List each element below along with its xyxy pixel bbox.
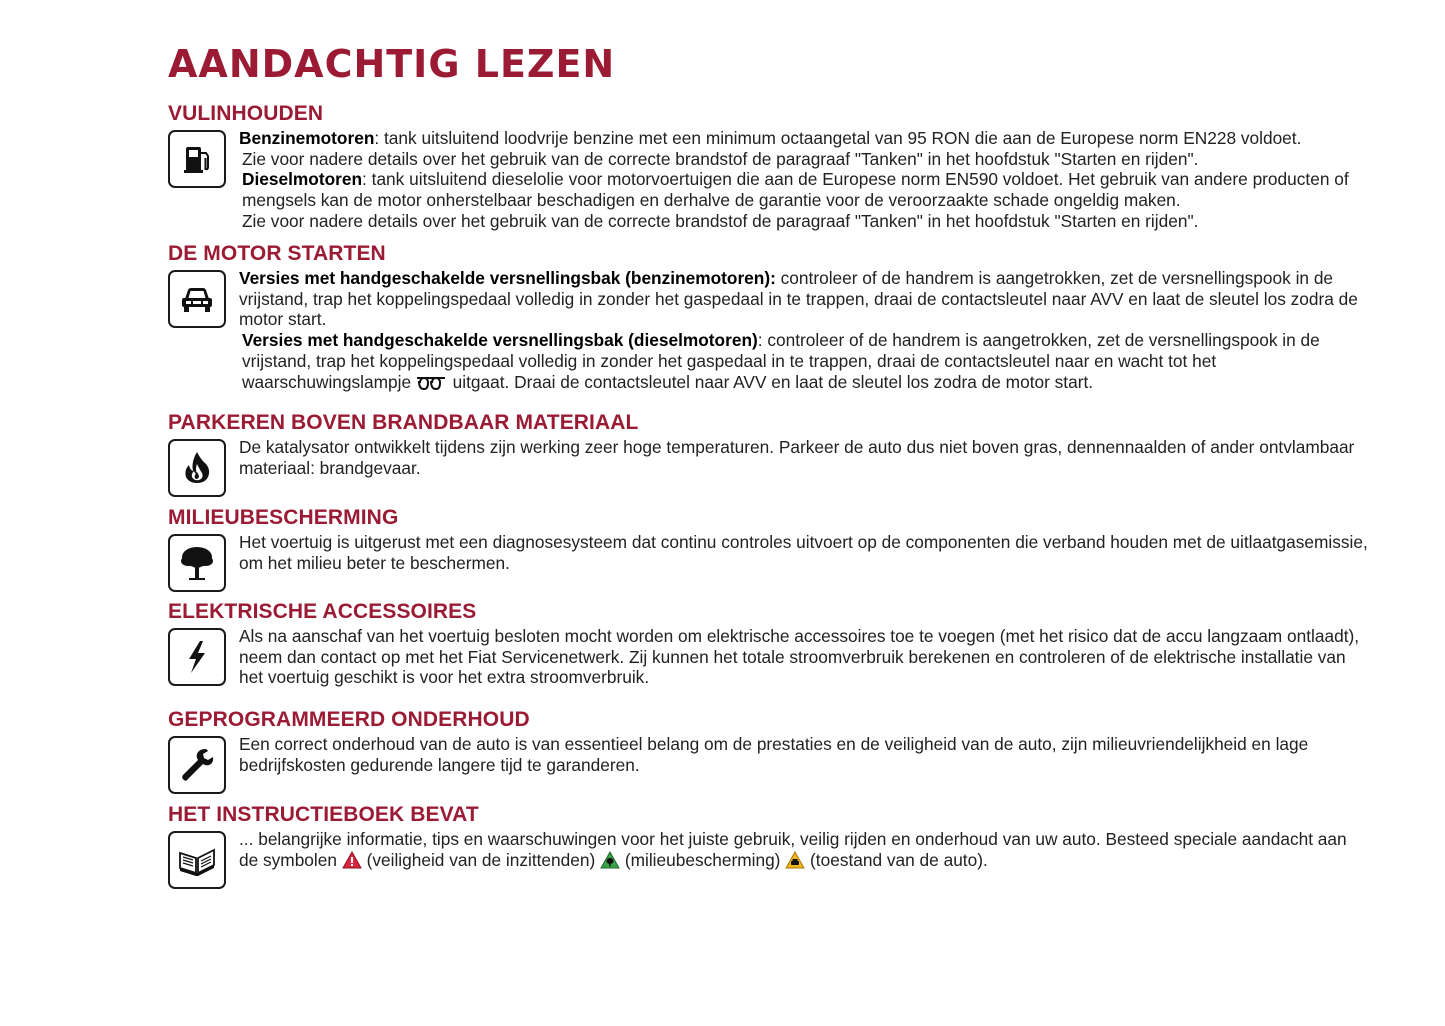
bold-label: Versies met handgeschakelde versnellingsbak (dieselmotoren) xyxy=(242,330,758,351)
bold-label: Versies met handgeschakelde versnellingsbak (benzinemotoren): xyxy=(239,268,776,288)
lightning-icon xyxy=(168,628,226,686)
wrench-icon xyxy=(168,736,226,794)
section-heading: DE MOTOR STARTEN xyxy=(168,242,386,265)
section-fuel xyxy=(168,102,1368,232)
section-text xyxy=(239,829,1368,873)
section-manual xyxy=(168,803,1368,889)
section-text xyxy=(239,128,1368,232)
warning-environment-icon xyxy=(600,851,620,874)
car-front-icon xyxy=(168,270,226,328)
section-heading: PARKEREN BOVEN BRANDBAAR MATERIAAL xyxy=(168,411,639,434)
open-book-icon xyxy=(168,831,226,889)
section-heading: ELEKTRISCHE ACCESSOIRES xyxy=(168,600,477,623)
glow-plug-icon xyxy=(416,375,448,396)
page-title: AANDACHTIG LEZEN xyxy=(168,42,616,86)
section-parking xyxy=(168,411,1368,497)
section-text xyxy=(239,734,1368,775)
section-text xyxy=(239,268,1368,395)
section-text xyxy=(239,532,1368,573)
section-environment xyxy=(168,506,1368,592)
paragraph: uitgaat. Draai de contactsleutel naar AVV en laat de sleutel los zodra de motor start. xyxy=(447,371,1094,392)
bold-label: Dieselmotoren xyxy=(242,169,363,190)
section-maintenance xyxy=(168,708,1368,794)
flame-icon xyxy=(168,439,226,497)
section-text xyxy=(239,626,1368,688)
warning-vehicle-icon xyxy=(785,851,805,874)
paragraph: Het voertuig is uitgerust met een diagnosesysteem dat continu controles uitvoert op de componenten die verband houden met de uitlaatgasemissie, om het milieu beter te beschermen. xyxy=(239,532,1368,573)
paragraph: : controleer of de handrem is aangetrokken, zet de versnellingspook in de vrijstand, trap het koppelingspedaal volledig in zonder het gaspedaal in te trappen, draai de contactsleutel naar en wacht tot het waarschuwingslampje xyxy=(242,330,1320,392)
paragraph: ... belangrijke informatie, tips en waarschuwingen voor het juiste gebruik, veilig rijden en onderhoud van uw auto. Besteed speciale aandacht aan de symbolen xyxy=(239,829,1347,870)
paragraph: Als na aanschaf van het voertuig besloten mocht worden om elektrische accessoires toe te voegen (met het risico dat de accu langzaam ontlaadt), neem dan contact op met het Fiat Servicenetwerk. Zij kunnen het totale stroomverbruik berekenen en controleren of de elektrische installatie van het voertuig geschikt is voor het extra stroomverbruik. xyxy=(239,626,1360,688)
paragraph: controleer of de handrem is aangetrokken, zet de versnellingspook in de vrijstand, trap het koppelingspedaal volledig in zonder het gaspedaal in te trappen, draai de contactsleutel naar AVV en laat de sleutel los zodra de motor start. xyxy=(239,268,1358,330)
section-heading: GEPROGRAMMEERD ONDERHOUD xyxy=(168,708,530,731)
section-start xyxy=(168,242,1368,395)
paragraph: Zie voor nadere details over het gebruik van de correcte brandstof de paragraaf "Tanken" in het hoofdstuk "Starten en rijden". xyxy=(242,210,1199,231)
paragraph: Een correct onderhoud van de auto is van essentieel belang om de prestaties en de veiligheid van de auto, zijn milieuvriendelijkheid en lage bedrijfskosten gedurende langere tijd te garanderen. xyxy=(239,734,1309,775)
tree-icon xyxy=(168,534,226,592)
section-text xyxy=(239,437,1368,478)
paragraph: : tank uitsluitend loodvrije benzine met een minimum octaangetal van 95 RON die aan de Europese norm EN228 voldoet. xyxy=(374,128,1302,148)
paragraph: Zie voor nadere details over het gebruik van de correcte brandstof de paragraaf "Tanken" in het hoofdstuk "Starten en rijden". xyxy=(242,148,1199,169)
paragraph: (toestand van de auto). xyxy=(805,849,988,870)
paragraph: : tank uitsluitend dieselolie voor motorvoertuigen die aan de Europese norm EN590 voldoet. Het gebruik van andere producten of mengsels kan de motor onherstelbaar beschadigen en derhalve de garantie voor de veroorzaakte schade ongeldig maken. xyxy=(242,169,1349,211)
bold-label: Benzinemotoren xyxy=(239,128,375,148)
section-heading: VULINHOUDEN xyxy=(168,102,324,125)
paragraph: (milieubescherming) xyxy=(620,849,786,870)
paragraph: (veiligheid van de inzittenden) xyxy=(361,849,601,870)
warning-safety-icon xyxy=(342,851,362,874)
paragraph: De katalysator ontwikkelt tijdens zijn werking zeer hoge temperaturen. Parkeer de auto dus niet boven gras, dennennaalden of ander ontvlambaar materiaal: brandgevaar. xyxy=(239,437,1355,478)
section-heading: MILIEUBESCHERMING xyxy=(168,506,399,529)
section-heading: HET INSTRUCTIEBOEK BEVAT xyxy=(168,803,479,826)
fuel-pump-icon xyxy=(168,130,226,188)
section-electrical xyxy=(168,600,1368,688)
